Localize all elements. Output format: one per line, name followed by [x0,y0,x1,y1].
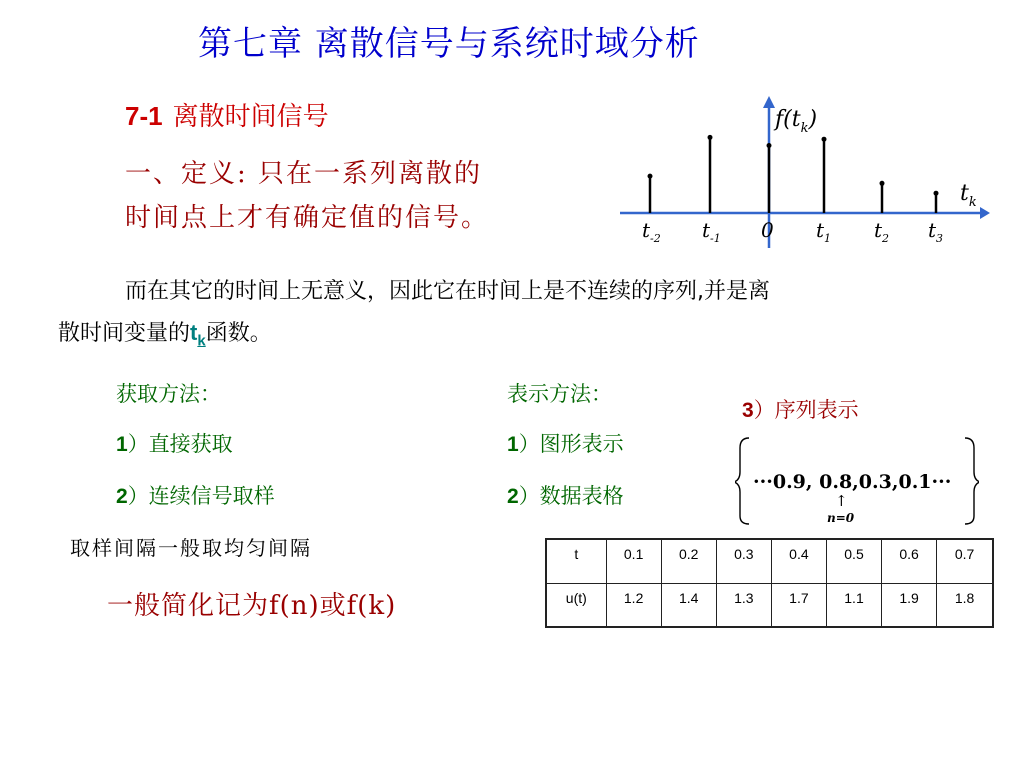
acquire-item: 2）连续信号取样 [116,484,275,508]
x-axis-arrow [980,207,990,219]
table-row [546,583,993,627]
section-number: 7-1 [125,101,163,131]
represent-item: 2）数据表格 [507,484,624,508]
paragraph-line-2 [58,316,272,349]
sequence-heading: 3）序列表示 [742,398,859,422]
stem-marker [708,135,713,140]
data-table-body [546,539,993,627]
sequence-expression [735,436,979,526]
table-cell: 0.1 [606,539,661,583]
table-cell: 1.7 [771,583,826,627]
tick-label: $t_{-2}$ [642,218,661,245]
x-axis-label: $t_k$ [960,181,977,210]
acquire-item: 1）直接获取 [116,432,233,456]
tick-label: $t_1$ [816,218,832,245]
left-brace [735,438,749,524]
table-cell: 1.3 [716,583,771,627]
table-cell: 1.2 [606,583,661,627]
paragraph-prefix: 散时间变量的 [58,321,191,346]
represent-heading: 表示方法： [507,382,612,406]
tick-labels-group [642,218,943,245]
sequence-index: n=0 [827,511,855,525]
table-row [546,539,993,583]
section-name: 离散时间信号 [172,102,329,132]
section-heading [125,96,329,133]
table-cell: 1.8 [937,583,993,627]
table-cell: 0.7 [937,539,993,583]
tick-label: 0 [761,218,774,242]
table-cell: 0.4 [771,539,826,583]
table-cell: 1.4 [661,583,716,627]
table-cell: 1.9 [882,583,937,627]
sequence-arrow: ↑ [835,492,848,510]
tick-label: $t_{-1}$ [702,218,721,245]
stem-marker [767,143,772,148]
table-cell: 1.1 [826,583,881,627]
definition-line-1: 一、定义: 只在一系列离散的 [125,159,483,189]
table-cell: u(t) [546,583,606,627]
y-axis-label: $f(t_k)$ [775,107,818,136]
page-title: 第七章 离散信号与系统时域分析 [198,24,700,64]
table-cell: t [546,539,606,583]
time-variable: $t_k$ [190,320,206,350]
sampling-note: 取样间隔一般取均匀间隔 [70,536,312,560]
paragraph-line-1: 而在其它的时间上无意义，因此它在时间上是不连续的序列,并是离 [125,279,770,304]
paragraph-suffix: 函数。 [205,321,272,346]
definition-line-2: 时间点上才有确定值的信号。 [125,203,490,233]
represent-item: 1）图形表示 [507,432,624,456]
stems-group [648,135,939,213]
stem-marker [648,174,653,179]
table-cell: 0.2 [661,539,716,583]
sequence-values: ···0.9, 0.8,0.3,0.1··· [753,471,952,493]
definition-text [125,152,489,240]
table-cell: 0.3 [716,539,771,583]
tick-label: $t_3$ [928,218,944,245]
y-axis-arrow [763,96,775,108]
simplified-note: 一般简化记为f(n)或f(k) [107,591,397,621]
acquire-heading: 获取方法： [116,382,221,406]
table-cell: 0.5 [826,539,881,583]
table-cell: 0.6 [882,539,937,583]
discrete-signal-figure [620,92,990,252]
data-table [545,538,994,628]
stem-marker [934,191,939,196]
tick-label: $t_2$ [874,218,890,245]
stem-marker [822,137,827,142]
right-brace [965,438,979,524]
stem-marker [880,181,885,186]
